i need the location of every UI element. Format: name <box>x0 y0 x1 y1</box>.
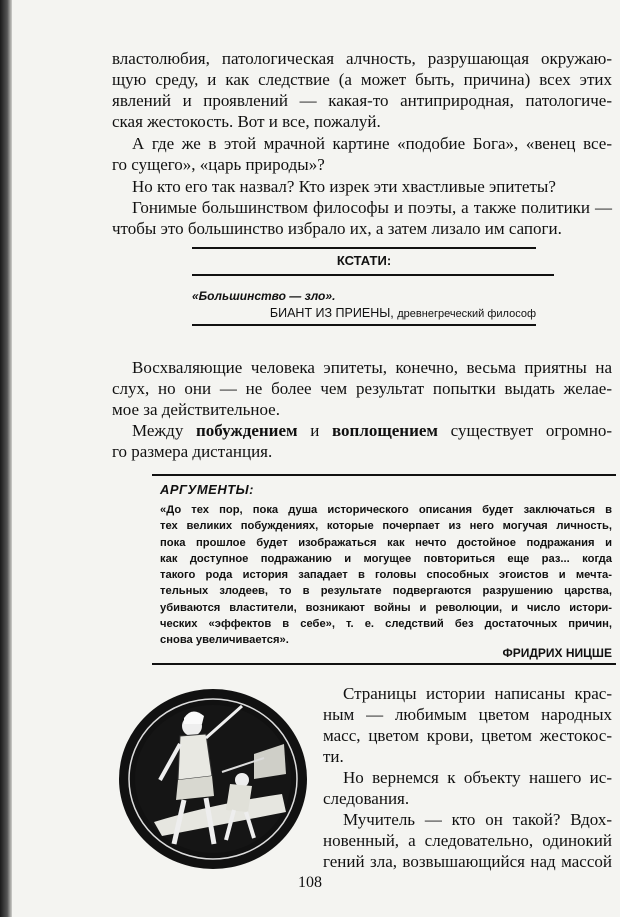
text-line: Восхваляющие человека эпитеты, конечно, весьма приятны на <box>132 358 612 377</box>
divider <box>152 663 616 665</box>
text-line: Между побуждением и воплощением существует огромно- <box>132 421 612 440</box>
divider <box>192 274 554 276</box>
kstati-author-line <box>192 306 536 320</box>
page-number: 108 <box>298 874 322 891</box>
text-line: явлений и проявлений — какая-то антиприродная, патологиче- <box>112 91 612 110</box>
text-line: А где же в этой мрачной картине «подобие Бога», «венец все- <box>132 134 612 153</box>
text-line: властолюбия, патологическая алчность, разрушающая окружаю- <box>112 49 612 68</box>
ancient-vase-illustration <box>114 684 312 874</box>
divider <box>152 474 616 476</box>
text-line: ская жестокость. Вот и все, пожалуй. <box>112 112 381 131</box>
arguments-quote: «До тех пор, пока душа исторического описания будет заключаться в тех великих побуждениях, которые почерпает из него могучая личность, пока прошлое будет изображаться как нечто достойное подражания и как доступное подражанию и могущее повториться еще раз... когда такого рода история западает в головы способных эгоистов и мечта- тельных злодеев, то в результате подвергаются разрушению царства, убиваются властители, возникают войны и революции, и число истори- ческих «эффектов в себе», т. е. следствий без достаточных причин, снова увеличивается». <box>160 504 612 647</box>
bold-term: побуждением <box>195 421 298 440</box>
kstati-author: БИАНТ ИЗ ПРИЕНЫ, <box>269 306 394 320</box>
kstati-author-note: древнегреческий философ <box>397 308 536 320</box>
right-column-text: Страницы истории написаны крас- ным — любимым цветом народных масс, цветом крови, цветом жестокос- ти. Но вернемся к объекту нашего ис- следования. Мучитель — кто он такой? Вдох- новенный, а следовательно, одинокий гений зла, возвышающийся над массой <box>323 684 612 871</box>
kstati-heading: КСТАТИ: <box>336 253 392 268</box>
text-line: мое за действительное. <box>112 400 280 419</box>
text-line: Но кто его так назвал? Кто изрек эти хвастливые эпитеты? <box>132 177 556 196</box>
text-line: чтобы это большинство избрало их, а затем лизало им сапоги. <box>112 219 562 238</box>
divider <box>192 324 536 326</box>
arguments-author: ФРИДРИХ НИЦШЕ <box>502 646 612 660</box>
arguments-heading: АРГУМЕНТЫ: <box>160 482 255 497</box>
text-line: го размера дистанция. <box>112 442 273 461</box>
text-line: щую среду, и как следствие (а может быть, причина) всех этих <box>112 70 612 89</box>
bold-term: воплощением <box>331 421 438 440</box>
kstati-quote: «Большинство — зло». <box>192 289 336 303</box>
divider <box>192 247 536 249</box>
book-gutter-shadow <box>0 0 12 917</box>
text-line: го сущего», «царь природы»? <box>112 155 325 174</box>
text-line: Гонимые большинством философы и поэты, а также политики — <box>132 198 612 217</box>
text-line: слух, но они — не более чем результат попытки выдать желае- <box>112 379 612 398</box>
